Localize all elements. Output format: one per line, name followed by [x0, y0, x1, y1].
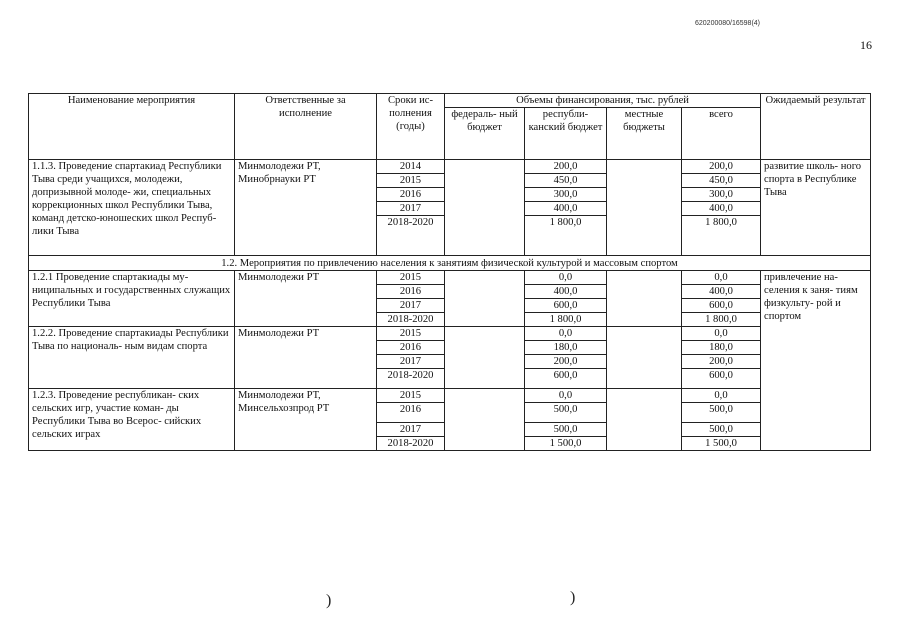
- table-row: [29, 160, 871, 174]
- total-cell: 400,0: [682, 202, 761, 216]
- handwritten-mark: ): [326, 592, 332, 609]
- republic-cell: 1 800,0: [525, 216, 607, 256]
- year-cell: 2017: [377, 355, 445, 369]
- header-republic: республи- канский бюджет: [525, 108, 607, 160]
- total-cell: 450,0: [682, 174, 761, 188]
- item-123-name: 1.2.3. Проведение республикан- ских сельских игр, участие коман- ды Республики Тыва во Всерос- сийских сельских играх: [29, 389, 235, 451]
- republic-cell: 400,0: [525, 202, 607, 216]
- total-cell: 0,0: [682, 327, 761, 341]
- year-cell: 2015: [377, 174, 445, 188]
- year-cell: 2016: [377, 341, 445, 355]
- year-cell: 2016: [377, 188, 445, 202]
- year-cell: 2018-2020: [377, 313, 445, 327]
- republic-cell: 200,0: [525, 355, 607, 369]
- total-cell: 300,0: [682, 188, 761, 202]
- federal-cell: [445, 160, 525, 256]
- republic-cell: 200,0: [525, 160, 607, 174]
- local-cell: [607, 389, 682, 451]
- republic-cell: 450,0: [525, 174, 607, 188]
- year-cell: 2015: [377, 271, 445, 285]
- year-cell: 2016: [377, 403, 445, 423]
- header-financing: Объемы финансирования, тыс. рублей: [445, 94, 761, 108]
- total-cell: 200,0: [682, 355, 761, 369]
- federal-cell: [445, 389, 525, 451]
- local-cell: [607, 271, 682, 327]
- year-cell: 2015: [377, 389, 445, 403]
- header-total: всего: [682, 108, 761, 160]
- federal-cell: [445, 327, 525, 389]
- total-cell: 1 800,0: [682, 313, 761, 327]
- document-id: 620200080/16598(4): [695, 20, 761, 27]
- total-cell: 0,0: [682, 271, 761, 285]
- year-cell: 2017: [377, 423, 445, 437]
- item-113-name: 1.1.3. Проведение спартакиад Республики Тыва среди учащихся, молодежи, допризывной молоде- жи, специальных коррекционных школ Республики Тыва, команд детско-юношеских школ Респуб- лики Тыва: [29, 160, 235, 256]
- republic-cell: 500,0: [525, 403, 607, 423]
- total-cell: 200,0: [682, 160, 761, 174]
- handwritten-mark: ): [570, 589, 576, 606]
- header-name: Наименование мероприятия: [29, 94, 235, 160]
- page-number: 16: [860, 38, 872, 52]
- year-cell: 2015: [377, 327, 445, 341]
- republic-cell: 0,0: [525, 327, 607, 341]
- republic-cell: 1 500,0: [525, 437, 607, 451]
- header-expected: Ожидаемый результат: [761, 94, 871, 160]
- republic-cell: 400,0: [525, 285, 607, 299]
- item-121-name: 1.2.1 Проведение спартакиады му- ниципальных и государственных служащих Республики Тыва: [29, 271, 235, 327]
- item-113-result: развитие школь- ного спорта в Республике Тыва: [761, 160, 871, 256]
- local-cell: [607, 160, 682, 256]
- total-cell: 500,0: [682, 403, 761, 423]
- header-terms: Сроки ис- полнения (годы): [377, 94, 445, 160]
- republic-cell: 180,0: [525, 341, 607, 355]
- section-12-title: 1.2. Мероприятия по привлечению населения к занятиям физической культурой и массовым спортом: [29, 256, 871, 271]
- item-121-responsible: Минмолодежи РТ: [235, 271, 377, 327]
- table-row: [29, 271, 871, 285]
- local-cell: [607, 327, 682, 389]
- republic-cell: 0,0: [525, 271, 607, 285]
- total-cell: 0,0: [682, 389, 761, 403]
- year-cell: 2017: [377, 299, 445, 313]
- section-row: [29, 256, 871, 271]
- financing-table: [28, 93, 871, 451]
- year-cell: 2018-2020: [377, 437, 445, 451]
- republic-cell: 1 800,0: [525, 313, 607, 327]
- header-row-1: [29, 94, 871, 108]
- year-cell: 2016: [377, 285, 445, 299]
- republic-cell: 0,0: [525, 389, 607, 403]
- item-122-responsible: Минмолодежи РТ: [235, 327, 377, 389]
- year-cell: 2017: [377, 202, 445, 216]
- item-122-name: 1.2.2. Проведение спартакиады Республики Тыва по националь- ным видам спорта: [29, 327, 235, 389]
- total-cell: 600,0: [682, 299, 761, 313]
- total-cell: 1 500,0: [682, 437, 761, 451]
- republic-cell: 300,0: [525, 188, 607, 202]
- total-cell: 600,0: [682, 369, 761, 389]
- total-cell: 400,0: [682, 285, 761, 299]
- year-cell: 2018-2020: [377, 216, 445, 256]
- section-12-result: привлечение на- селения к заня- тиям физкульту- рой и спортом: [761, 271, 871, 451]
- republic-cell: 600,0: [525, 299, 607, 313]
- header-federal: федераль- ный бюджет: [445, 108, 525, 160]
- year-cell: 2014: [377, 160, 445, 174]
- item-113-responsible: Минмолодежи РТ, Минобрнауки РТ: [235, 160, 377, 256]
- federal-cell: [445, 271, 525, 327]
- total-cell: 500,0: [682, 423, 761, 437]
- table-row: [29, 389, 871, 403]
- table-row: [29, 327, 871, 341]
- republic-cell: 500,0: [525, 423, 607, 437]
- item-123-responsible: Минмолодежи РТ, Минсельхозпрод РТ: [235, 389, 377, 451]
- republic-cell: 600,0: [525, 369, 607, 389]
- total-cell: 1 800,0: [682, 216, 761, 256]
- total-cell: 180,0: [682, 341, 761, 355]
- header-responsible: Ответственные за исполнение: [235, 94, 377, 160]
- year-cell: 2018-2020: [377, 369, 445, 389]
- header-local: местные бюджеты: [607, 108, 682, 160]
